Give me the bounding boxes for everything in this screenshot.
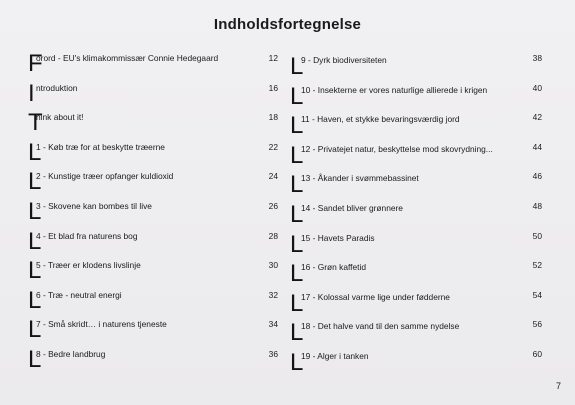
toc-column-left [28,52,278,378]
entry-initial: L [290,289,304,317]
entry-page-number: 38 [532,53,542,63]
entry-page-number: 18 [268,112,278,123]
entry-title: 5 - Træer er klodens livslinje [36,260,141,271]
toc-entry [28,170,278,200]
toc-entry [28,79,278,112]
page-title: Indholdsfortegnelse [213,16,362,33]
entry-page-number: 22 [268,141,278,152]
entry-initial: L [290,53,304,80]
entry-page-number: 60 [532,348,542,359]
entry-page-number: 52 [532,260,542,271]
entry-page-number: 50 [532,230,542,241]
entry-page-number: 56 [532,319,542,330]
entry-page-number: 40 [532,82,542,93]
entry-page-number: 44 [532,141,542,152]
entry-page-number: 30 [268,260,278,271]
entry-initial: L [290,112,304,140]
toc-entry [290,289,542,319]
entry-page-number: 46 [532,171,542,182]
entry-initial: L [290,82,304,110]
toc-entry [28,197,278,230]
page-number: 7 [555,381,561,391]
entry-initial: L [28,138,42,166]
entry-page-number: 26 [268,200,278,211]
entry-title: 14 - Sandet bliver grønnere [301,202,403,213]
entry-title: 12 - Privatejet natur, beskyttelse mod skovrydning... [301,143,493,154]
entry-page-number: 48 [532,200,542,211]
entry-page-number: 36 [268,348,278,359]
toc-entry [28,345,278,378]
entry-initial: L [290,200,304,228]
entry-title: 6 - Træ - neutral energi [36,289,122,300]
toc-entry [28,111,278,141]
toc-entry [290,52,542,82]
entry-title: 18 - Det halve vand til den samme nydelse [301,321,460,332]
entry-title: ntroduktion [36,82,78,93]
entry-title: 19 - Alger i tanken [301,350,369,361]
entry-page-number: 24 [268,171,278,182]
entry-title: 9 - Dyrk biodiversiteten [301,55,387,65]
entry-title: 10 - Insekterne er vores naturlige allierede i krigen [301,84,488,95]
toc-entry [28,227,278,260]
entry-initial: L [28,345,42,373]
entry-page-number: 16 [268,82,278,93]
entry-title: 1 - Køb træ for at beskytte træerne [36,141,165,152]
toc-entry [28,138,278,171]
entry-title: 13 - Åkander i svømmebassinet [301,173,419,184]
entry-initial: L [290,319,304,347]
entry-initial: L [290,171,304,199]
toc-entry [290,141,542,171]
toc-entry [290,348,542,378]
toc-entry [290,230,542,260]
entry-initial: L [28,168,42,196]
entry-initial: L [28,227,42,255]
entry-title: 16 - Grøn kaffetid [301,262,367,273]
entry-page-number: 42 [532,112,542,123]
entry-page-number: 54 [532,289,542,300]
entry-page-number: 12 [268,53,278,63]
entry-initial: L [28,257,42,285]
entry-title: 3 - Skovene kan bombes til live [36,200,152,211]
toc-entry [28,318,278,348]
entry-initial: T [28,109,43,137]
toc-entry [290,170,542,200]
entry-page-number: 34 [268,319,278,330]
entry-initial: L [28,197,42,225]
entry-initial: L [28,286,42,314]
entry-initial: I [28,79,35,107]
entry-initial: L [28,316,42,344]
entry-page-number: 28 [268,230,278,241]
entry-initial: L [290,141,304,169]
entry-title: 2 - Kunstige træer opfanger kuldioxid [36,171,174,182]
entry-initial: L [290,260,304,288]
toc-entry [28,286,278,319]
toc-column-right [290,52,542,378]
toc-entry [290,259,542,289]
entry-initial: L [290,230,304,258]
toc-entry [28,52,278,82]
entry-title: 17 - Kolossal varme lige under fødderne [301,291,450,302]
entry-title: 4 - Et blad fra naturens bog [36,230,138,241]
entry-title: 15 - Havets Paradis [301,232,375,243]
entry-initial: L [290,348,304,376]
toc-entry [290,318,542,348]
entry-title: 8 - Bedre landbrug [36,348,106,359]
toc-entry [290,200,542,230]
entry-title: 11 - Haven, et stykke bevaringsværdig jord [301,114,460,125]
entry-title: orord - EU's klimakommissær Connie Hedegaard [36,53,219,63]
entry-page-number: 32 [268,289,278,300]
entry-title: 7 - Små skridt… i naturens tjeneste [36,319,167,330]
entry-initial: F [28,50,43,77]
toc-entry [28,259,278,289]
toc-entry [290,82,542,112]
toc-entry [290,111,542,141]
entry-title: hink about it! [36,112,84,123]
